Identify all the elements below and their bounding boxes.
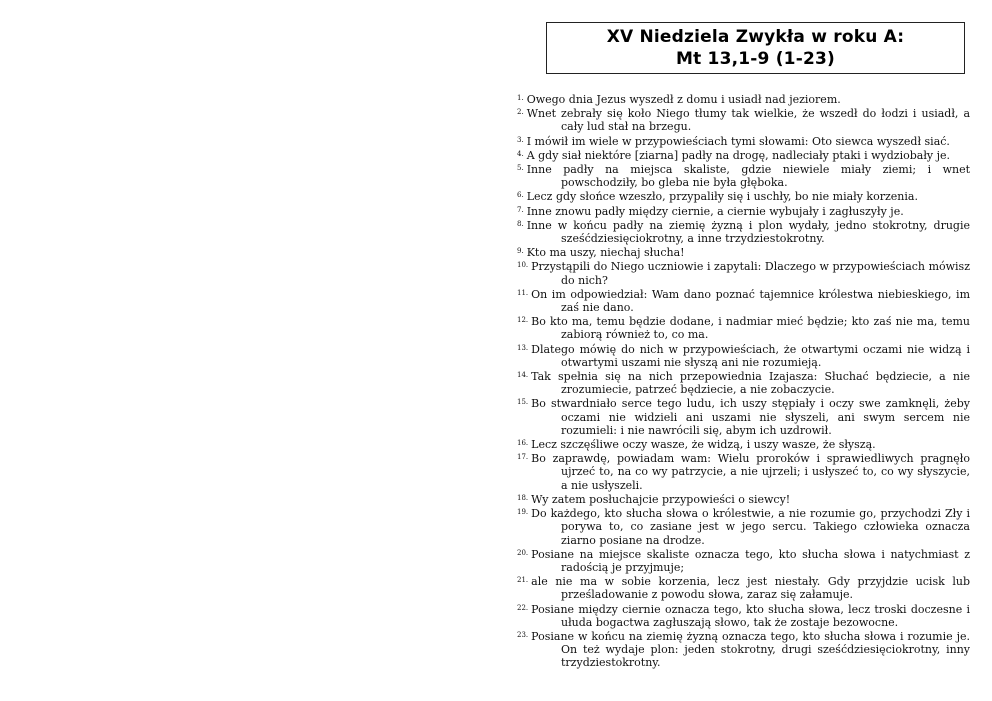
verse	[517, 314, 970, 341]
verse-number: 9.	[517, 247, 524, 256]
verse-number: 4.	[517, 149, 524, 158]
verse	[517, 204, 970, 218]
verse-number: 18.	[517, 493, 529, 502]
verse-number: 7.	[517, 205, 524, 214]
verse-text: Tak spełnia się na nich przepowiednia Izajasza: Słuchać będziecie, a nie zrozumiecie, patrzeć będziecie, a nie zobaczycie.	[531, 370, 970, 397]
verse	[517, 547, 970, 574]
verse-text: Inne znowu padły między ciernie, a ciernie wybujały i zagłuszyły je.	[526, 204, 904, 218]
verse-text: I mówił im wiele w przypowieściach tymi słowami: Oto siewca wyszedł siać.	[526, 134, 950, 148]
verse	[517, 437, 970, 451]
scripture-reference: Mt 13,1-9 (1-23)	[676, 49, 835, 69]
verse-text: Posiane na miejsce skaliste oznacza tego, kto słucha słowa i natychmiast z radością je przyjmuje;	[531, 547, 970, 574]
verse-number: 12.	[517, 316, 529, 325]
title-box	[546, 22, 965, 74]
verse-number: 17.	[517, 453, 529, 462]
verse-number: 2.	[517, 108, 524, 117]
verse	[517, 287, 970, 314]
verse-text: Bo zaprawdę, powiadam wam: Wielu proroków i sprawiedliwych pragnęło ujrzeć to, na co wy patrzycie, a nie ujrzeli; i usłyszeć to, co wy słyszycie, a nie usłyszeli.	[531, 452, 970, 492]
verse	[517, 259, 970, 286]
verse-text: Przystąpili do Niego uczniowie i zapytali: Dlaczego w przypowieściach mówisz do nich?	[531, 260, 970, 287]
verse-number: 19.	[517, 508, 529, 517]
verse-text: Do każdego, kto słucha słowa o królestwie, a nie rozumie go, przychodzi Zły i porywa to, co zasiane jest w jego sercu. Takiego człowieka oznacza ziarno posiane na drodze.	[531, 507, 970, 547]
verse	[517, 218, 970, 245]
verse-number: 3.	[517, 135, 524, 144]
verse-text: Posiane w końcu na ziemię żyzną oznacza tego, kto słucha słowa i rozumie je. On też wydaje plon: jeden stokrotny, drugi sześćdziesięciokrotny, inny trzydziestokrotny.	[531, 629, 970, 670]
verse-text: Owego dnia Jezus wyszedł z domu i usiadł nad jeziorem.	[526, 93, 841, 106]
verse-text: Lecz gdy słońce wzeszło, przypaliły się i uschły, bo nie miały korzenia.	[526, 190, 918, 204]
verse-number: 5.	[517, 164, 524, 173]
verse-number: 22.	[517, 603, 529, 612]
verse-number: 23.	[517, 630, 529, 639]
verse-text: Bo stwardniało serce tego ludu, ich uszy stępiały i oczy swe zamknęli, żeby oczami nie widzieli ani uszami nie słyszeli, ani swym sercem nie rozumieli: i nie nawrócili się, abym ich uzdrowił.	[531, 397, 970, 437]
verse	[517, 602, 970, 629]
verse	[517, 162, 970, 189]
verse-text: Kto ma uszy, niechaj słucha!	[526, 246, 685, 260]
verse-text: Posiane między ciernie oznacza tego, kto słucha słowa, lecz troski doczesne i ułuda bogactwa zagłuszają słowo, tak że zostaje bezowocne.	[531, 602, 970, 629]
verse-text: Wnet zebrały się koło Niego tłumy tak wielkie, że wszedł do łodzi i usiadł, a cały lud stał na brzegu.	[526, 107, 970, 134]
verse	[517, 148, 970, 162]
verse-text: Dlatego mówię do nich w przypowieściach, że otwartymi oczami nie widzą i otwartymi uszami nie słyszą ani nie rozumieją.	[531, 342, 970, 369]
verse-number: 1.	[517, 94, 524, 102]
verse	[517, 451, 970, 492]
verse	[517, 92, 970, 106]
verse-text: A gdy siał niektóre [ziarna] padły na drogę, nadleciały ptaki i wydziobały je.	[526, 148, 951, 162]
verse	[517, 492, 970, 506]
verse-number: 13.	[517, 343, 529, 352]
verse-text: Bo kto ma, temu będzie dodane, i nadmiar mieć będzie; kto zaś nie ma, temu zabiorą również to, co ma.	[531, 315, 970, 342]
verse-text: ale nie ma w sobie korzenia, lecz jest niestały. Gdy przyjdzie ucisk lub prześladowanie z powodu słowa, zaraz się załamuje.	[531, 575, 970, 602]
verse-text: Inne w końcu padły na ziemię żyzną i plon wydały, jedno stokrotny, drugie sześćdziesięciokrotny, a inne trzydziestokrotny.	[526, 218, 970, 246]
verse	[517, 245, 970, 259]
verse-text: Wy zatem posłuchajcie przypowieści o siewcy!	[531, 492, 791, 506]
verse	[517, 106, 970, 133]
verse-number: 20.	[517, 548, 529, 557]
verse	[517, 134, 970, 148]
page-title: XV Niedziela Zwykła w roku A:	[606, 27, 905, 47]
verse-number: 6.	[517, 191, 524, 200]
verse	[517, 574, 970, 601]
verse-number: 10.	[517, 261, 529, 270]
verse	[517, 189, 970, 203]
verse-number: 8.	[517, 219, 524, 228]
verse	[517, 506, 970, 547]
verse-text: On im odpowiedział: Wam dano poznać tajemnice królestwa niebieskiego, im zaś nie dano.	[531, 287, 970, 315]
verse-text: Inne padły na miejsca skaliste, gdzie niewiele miały ziemi; i wnet powschodziły, bo gleba nie była głęboka.	[526, 163, 970, 190]
verse-text: Lecz szczęśliwe oczy wasze, że widzą, i uszy wasze, że słyszą.	[531, 438, 876, 452]
verse-number: 11.	[517, 288, 529, 297]
verse-number: 14.	[517, 371, 529, 380]
verse-number: 21.	[517, 576, 529, 585]
verse	[517, 396, 970, 437]
verse	[517, 369, 970, 396]
verse	[517, 342, 970, 369]
verse-list	[517, 92, 970, 670]
verse	[517, 629, 970, 670]
verse-number: 16.	[517, 439, 529, 448]
verse-number: 15.	[517, 398, 529, 407]
